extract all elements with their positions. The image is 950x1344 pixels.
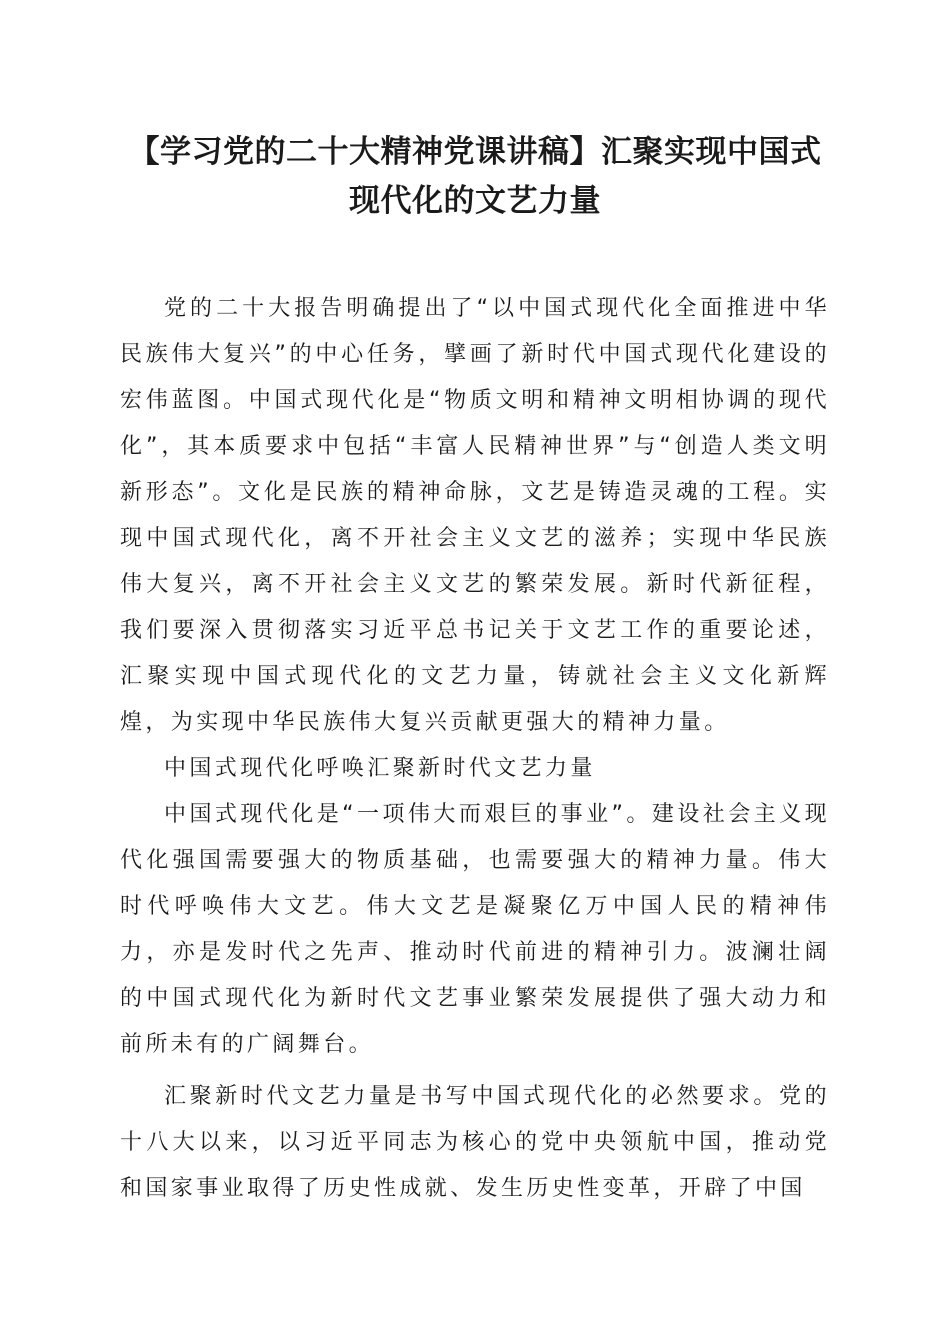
intro-paragraph: 党的二十大报告明确提出了“以中国式现代化全面推进中华民族伟大复兴”的中心任务，擘画了新时代中国式现代化建设的宏伟蓝图。中国式现代化是“物质文明和精神文明相协调的现代化”，其本质要求中包括“丰富人民精神世界”与“创造人类文明新形态”。文化是民族的精神命脉，文艺是铸造灵魂的工程。实现中国式现代化，离不开社会主义文艺的滋养；实现中华民族伟大复兴，离不开社会主义文艺的繁荣发展。新时代新征程，我们要深入贯彻落实习近平总书记关于文艺工作的重要论述，汇聚实现中国式现代化的文艺力量，铸就社会主义文化新辉煌，为实现中华民族伟大复兴贡献更强大的精神力量。 [120,296,830,735]
body-paragraph: 汇聚新时代文艺力量是书写中国式现代化的必然要求。党的十八大以来，以习近平同志为核心的党中央领航中国，推动党和国家事业取得了历史性成就、发生历史性变革，开辟了中国 [120,1084,830,1201]
document-page [120,128,830,1212]
document-title: 【学习党的二十大精神党课讲稿】汇聚实现中国式现代化的文艺力量 [128,134,822,219]
body-paragraph: 中国式现代化是“一项伟大而艰巨的事业”。建设社会主义现代化强国需要强大的物质基础，也需要强大的精神力量。伟大时代呼唤伟大文艺。伟大文艺是凝聚亿万中国人民的精神伟力，亦是发时代之先声、推动时代前进的精神引力。波澜壮阔的中国式现代化为新时代文艺事业繁荣发展提供了强大动力和前所未有的广阔舞台。 [120,802,830,1057]
section-heading: 中国式现代化呼唤汇聚新时代文艺力量 [164,756,596,781]
